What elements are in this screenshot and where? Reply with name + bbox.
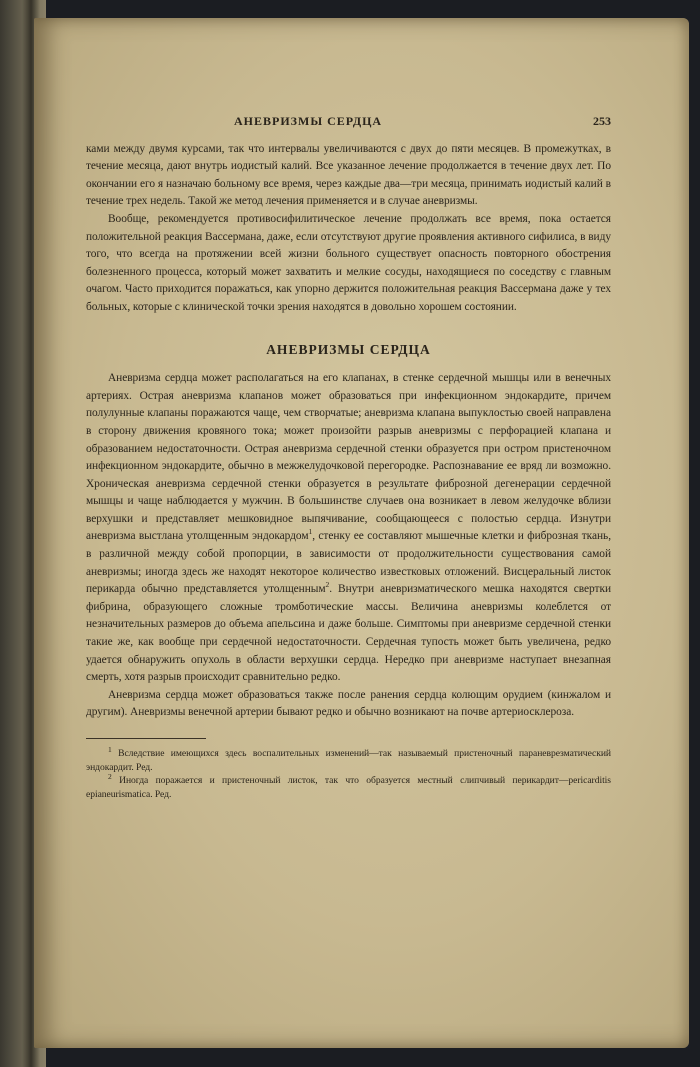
paragraph-text-part-1: Аневризма сердца может располагаться на его клапанах, в стенке сердечной мышцы или в венечных артериях. Острая аневризма клапанов может образоваться при инфекционном эндокардите, причем полулунные клапаны поражаются чаще, чем створчатые; аневризма клапана выпуклостью своей направлена в сторону движения кровяного тока; может произойти разрыв аневризмы с перфорацией клапана и образованием недостаточности. Острая аневризма сердечной стенки образуется при остром пристеночном инфекционном эндокардите, обычно в межжелудочковой перегородке. Распознавание ее вряд ли возможно. Хроническая аневризма сердечной стенки образуется в результате фиброзной дегенерации сердечной мышцы и чаще наблюдается у мужчин. В большинстве случаев она возникает в левом желудочке вблизи верхушки и представляет мешковидное выпячивание, сообщающееся с полостью сердца. Изнутри аневризма выстлана утолщенным эндокардом xyxy=(86,372,611,543)
section-heading: АНЕВРИЗМЫ СЕРДЦА xyxy=(266,341,431,357)
paragraph-aneurysm-description xyxy=(86,370,611,687)
footnote-text: Вследствие имеющихся здесь воспалительных изменений—так называемый пристеночный параневрезматический эндокардит. Ред. xyxy=(86,748,612,773)
footnote-ref-2: 2 xyxy=(325,580,330,590)
running-title: АНЕВРИЗМЫ СЕРДЦА xyxy=(234,114,383,128)
running-head xyxy=(234,113,611,131)
footnotes xyxy=(86,744,612,801)
footnote-2 xyxy=(86,771,611,801)
footnote-1 xyxy=(86,744,612,774)
footnote-divider xyxy=(86,738,206,739)
footnote-mark: 2 xyxy=(108,771,112,781)
page-number: 253 xyxy=(593,114,611,128)
footnote-ref-1: 1 xyxy=(308,527,313,537)
book-page xyxy=(34,18,689,1048)
page-text-block xyxy=(86,113,611,801)
paragraph-text-part-3: . Внутри аневризматического мешка находятся свертки фибрина, образующего сложные тромботические массы. Величина аневризмы колеблется от незначительных размеров до объема апельсина и даже больше. Симптомы при аневризме сердечной стенки такие же, как вообще при сердечной недостаточности. Сердечная тупость может быть увеличена, редко удается обнаружить опухоль в области верхушки сердца. Нередко при аневризме наступает внезапная смерть, хотя разрыв происходит сравнительно редко. xyxy=(86,583,612,684)
footnote-text: Иногда поражается и пристеночный листок, так что образуется местный слипчивый перикардит—pericarditis epianeurismatica. Ред. xyxy=(86,775,611,800)
paragraph-continued: ками между двумя курсами, так что интервалы увеличиваются с двух до пяти месяцев. В промежутках, в течение месяца, дают внутрь иодистый калий. Все указанное лечение продолжается в течение двух лет. По окончании его я назначаю больному все время, через каждые два—три месяца, принимать иодистый калий в течение трех недель. Такой же метод лечения применяется и в случае аневризмы. xyxy=(86,142,611,208)
paragraph-text-part-2: , стенку ее составляют мышечные клетки и фиброзная ткань, в различной между собой пропорции, в зависимости от продолжительности существования самой аневризмы; иногда здесь же находят некоторое количество известковых отложений. Висцеральный листок перикарда обычно представляется утолщенным xyxy=(86,530,611,596)
footnote-mark: 1 xyxy=(108,744,112,754)
paragraph-trauma-aneurysm: Аневризма сердца может образоваться также после ранения сердца колющим орудием (кинжалом и другим). Аневризмы венечной артерии бывают редко и обычно возникают на почве артериосклероза. xyxy=(86,688,611,719)
paragraph-syphilis-treatment: Вообще, рекомендуется противосифилитическое лечение продолжать все время, пока остается положительной реакция Вассермана, даже, если отсутствуют другие проявления активного сифилиса, в виду того, что всегда на протяжении всей жизни больного существует опасность повторного обострения болезненного процесса, который может захватить и мелкие сосуды, находящиеся по соседству с главным очагом. Часто приходится поражаться, как упорно держится положительная реакция Вассермана даже у тех больных, которые с клинической точки зрения находятся в довольно хорошем состоянии. xyxy=(86,212,611,313)
